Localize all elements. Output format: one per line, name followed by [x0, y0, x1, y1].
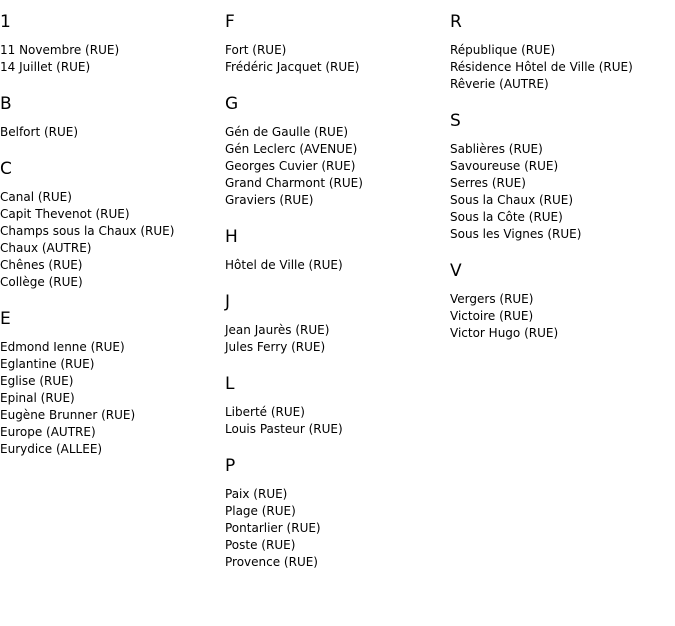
street-entry[interactable]: Sous les Vignes (RUE)	[450, 227, 582, 241]
street-entry[interactable]: Vergers (RUE)	[450, 292, 534, 306]
letter-group	[225, 372, 450, 438]
index-column-2	[225, 10, 450, 587]
street-entry[interactable]: Poste (RUE)	[225, 538, 296, 552]
letter-group	[0, 157, 225, 291]
letter-heading: J	[225, 292, 231, 312]
letter-heading: B	[0, 94, 12, 114]
letter-heading: V	[450, 261, 462, 281]
street-entry[interactable]: Louis Pasteur (RUE)	[225, 422, 343, 436]
street-entry[interactable]: Rêverie (AUTRE)	[450, 77, 549, 91]
street-entry[interactable]: 11 Novembre (RUE)	[0, 43, 120, 57]
street-entry[interactable]: Jean Jaurès (RUE)	[225, 323, 330, 337]
street-entry[interactable]: Graviers (RUE)	[225, 193, 314, 207]
letter-group	[225, 10, 450, 76]
street-entry[interactable]: Serres (RUE)	[450, 176, 526, 190]
letter-group	[0, 307, 225, 458]
street-entry[interactable]: Jules Ferry (RUE)	[225, 340, 326, 354]
street-entry[interactable]: Provence (RUE)	[225, 555, 318, 569]
letter-heading: P	[225, 456, 236, 476]
street-entry[interactable]: Chênes (RUE)	[0, 258, 83, 272]
street-entry[interactable]: 14 Juillet (RUE)	[0, 60, 91, 74]
letter-group	[225, 454, 450, 571]
street-entry[interactable]: Sablières (RUE)	[450, 142, 543, 156]
letter-group	[450, 109, 675, 243]
street-entry[interactable]: Eglantine (RUE)	[0, 357, 95, 371]
letter-group	[225, 92, 450, 209]
street-entry[interactable]: Georges Cuvier (RUE)	[225, 159, 356, 173]
index-column-1	[0, 10, 225, 474]
street-entry[interactable]: Eglise (RUE)	[0, 374, 74, 388]
street-entry[interactable]: Eugène Brunner (RUE)	[0, 408, 136, 422]
letter-heading: R	[450, 12, 462, 32]
letter-heading: 1	[0, 12, 11, 32]
street-entry[interactable]: Edmond Ienne (RUE)	[0, 340, 125, 354]
street-entry[interactable]: Eurydice (ALLEE)	[0, 442, 103, 456]
street-entry[interactable]: Plage (RUE)	[225, 504, 296, 518]
street-entry[interactable]: Sous la Chaux (RUE)	[450, 193, 574, 207]
letter-heading: H	[225, 227, 238, 247]
letter-heading: S	[450, 111, 461, 131]
street-entry[interactable]: Victoire (RUE)	[450, 309, 534, 323]
street-entry[interactable]: Pontarlier (RUE)	[225, 521, 321, 535]
street-entry[interactable]: Collège (RUE)	[0, 275, 83, 289]
street-entry[interactable]: Victor Hugo (RUE)	[450, 326, 559, 340]
index-column-3	[450, 10, 675, 358]
letter-heading: G	[225, 94, 239, 114]
street-entry[interactable]: Sous la Côte (RUE)	[450, 210, 563, 224]
street-entry[interactable]: Europe (AUTRE)	[0, 425, 96, 439]
letter-heading: E	[0, 309, 11, 329]
street-entry[interactable]: Hôtel de Ville (RUE)	[225, 258, 343, 272]
street-entry[interactable]: Grand Charmont (RUE)	[225, 176, 363, 190]
letter-group	[450, 10, 675, 93]
letter-group	[225, 225, 450, 274]
street-entry[interactable]: Chaux (AUTRE)	[0, 241, 92, 255]
street-entry[interactable]: Champs sous la Chaux (RUE)	[0, 224, 175, 238]
letter-group	[225, 290, 450, 356]
street-entry[interactable]: Gén de Gaulle (RUE)	[225, 125, 349, 139]
letter-heading: L	[225, 374, 235, 394]
street-entry[interactable]: Capit Thevenot (RUE)	[0, 207, 130, 221]
street-entry[interactable]: Résidence Hôtel de Ville (RUE)	[450, 60, 633, 74]
street-entry[interactable]: Fort (RUE)	[225, 43, 287, 57]
street-entry[interactable]: Belfort (RUE)	[0, 125, 79, 139]
letter-group	[450, 259, 675, 342]
street-entry[interactable]: Paix (RUE)	[225, 487, 288, 501]
street-entry[interactable]: Canal (RUE)	[0, 190, 72, 204]
letter-group	[0, 10, 225, 76]
street-entry[interactable]: Frédéric Jacquet (RUE)	[225, 60, 360, 74]
street-entry[interactable]: Epinal (RUE)	[0, 391, 75, 405]
letter-heading: F	[225, 12, 235, 32]
street-entry[interactable]: Savoureuse (RUE)	[450, 159, 559, 173]
letter-group	[0, 92, 225, 141]
street-entry[interactable]: Liberté (RUE)	[225, 405, 305, 419]
street-entry[interactable]: Gén Leclerc (AVENUE)	[225, 142, 358, 156]
letter-heading: C	[0, 159, 12, 179]
street-entry[interactable]: République (RUE)	[450, 43, 556, 57]
